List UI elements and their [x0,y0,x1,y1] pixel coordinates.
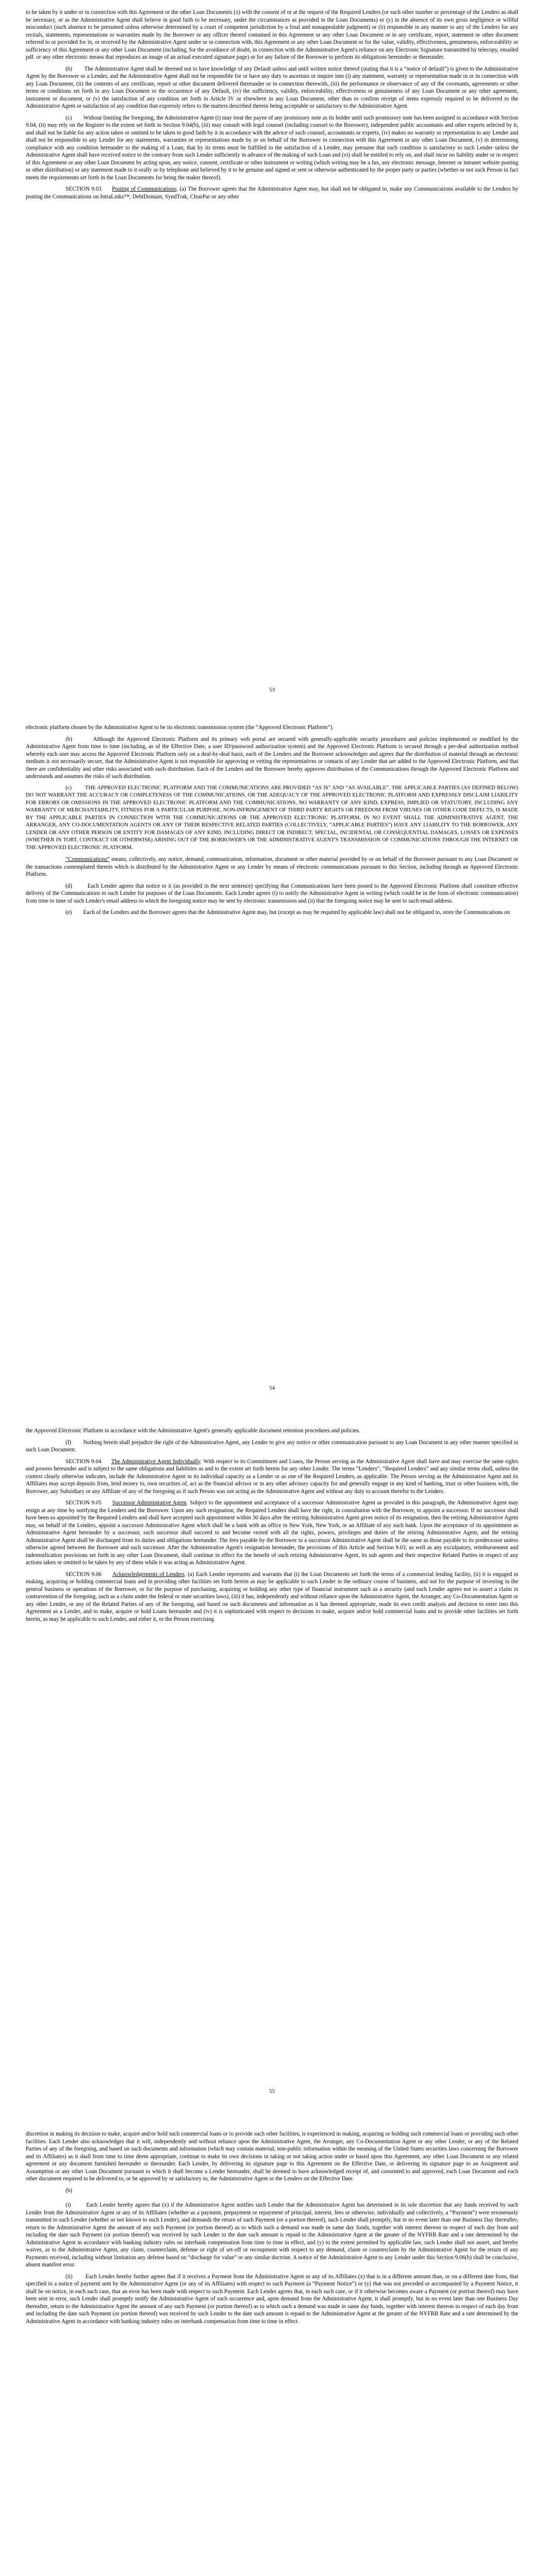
paragraph-e: (e) Each of the Lenders and the Borrower agrees that the Administrative Agent may, but (except as may be required by applicable law) shall not be obligated to, store the Communications on [65,909,510,916]
page-body [26,9,518,205]
defined-term: “Communications” [65,856,110,862]
section-title: Posting of Communications [112,186,177,192]
page-body [26,1427,518,1627]
document-page-55 [0,1406,544,2110]
document-page-56 [0,2110,544,2576]
page-number: 53 [269,687,275,693]
communications-definition [26,856,518,878]
definition-text: means, collectively, any notice, demand, communication, information, document or other material provided by or on behalf of the Borrower pursuant to any Loan Document or the transactions contemplated therein which is distributed by the Administrative Agent or any Lender by means of electronic communications pursuant to this Section, including through an Approved Electronic Platform. [26,856,518,877]
document-page-53 [0,0,544,703]
paragraph-c: (c) Without limiting the foregoing, the Administrative Agent (i) may treat the payee of any promissory note as its holder until such promissory note has been assigned in accordance with Section 9.04, (ii) may rely on the Register to the extent set forth in Section 9.04(b), (iii) may consult with legal counsel (including counsel to the Borrower), independent public accountants and other experts selected by it, and shall not be liable for any action taken or omitted to be taken in good faith by it in accordance with the advice of such counsel, accountants or experts, (iv) makes no warranty or representation to any Lender and shall not be responsible to any Lender for any statements, warranties or representations made by or on behalf of the Borrower in connection with this Agreement or any other Loan Document, (v) in determining compliance with any condition hereunder to the making of a Loan, that by its terms must be fulfilled to the satisfaction of a Lender, may presume that such condition is satisfactory to such Lender unless the Administrative Agent shall have received notice to the contrary from such Lender sufficiently in advance of the making of such Loan and (vi) shall be entitled to rely on, and shall incur no liability under or in respect of this Agreement or any other Loan Document by acting upon, any notice, consent, certificate or other instrument or writing (which writing may be a fax, any electronic message, Internet or intranet website posting or other distribution) or any statement made to it orally or by telephone and believed by it to be genuine and signed or sent or otherwise authenticated by the proper party or parties (whether or not such Person in fact meets the requirements set forth in the Loan Documents for being the maker thereof). [26,114,518,181]
section-number: SECTION 9.04 [65,1458,102,1465]
page-body [26,724,518,921]
page-number: 54 [269,1385,275,1391]
page-body [26,2130,518,2329]
paragraph-b-label: (b) [65,2187,72,2194]
paragraph-b: (b) The Administrative Agent shall be deemed not to have knowledge of any Default unless and until written notice thereof (stating that it is a “notice of default”) is given to the Administrative Agent by the Borrower or a Lender, and the Administrative Agent shall not be responsible for or have any duty to ascertain or inquire into (i) any statement, warranty or representation made in or in connection with any Loan Document, (ii) the contents of any certificate, report or other document delivered thereunder or in connection therewith, (iii) the performance or observance of any of the covenants, agreements or other terms or conditions set forth in any Loan Document or the occurrence of any Default, (iv) the sufficiency, validity, enforceability, effectiveness or genuineness of any Loan Document or any other agreement, instrument or document, or (v) the satisfaction of any condition set forth in Article IV or elsewhere in any Loan Document, other than to confirm receipt of items expressly required to be delivered to the Administrative Agent or satisfaction of any condition that expressly refers to the matters described therein being acceptable or satisfactory to the Administrative Agent. [26,65,518,109]
paragraph-continued: to be taken by it under or in connection with this Agreement or the other Loan Documents (x) with the consent of or at the request of the Required Lenders (or such other number or percentage of the Lenders as shall be necessary, or as the Administrative Agent shall believe in good faith to be necessary, under the circumstances as provided in the Loan Documents) or (y) in the absence of its own gross negligence or willful misconduct (such absence to be presumed unless otherwise determined by a court of competent jurisdiction by a final and nonappealable judgment) or (ii) responsible in any manner to any of the Lenders for any recitals, statements, representations or warranties made by the Borrower or any officer thereof contained in this Agreement or any other Loan Document or in any certificate, report, statement or other document referred to or provided for in, or received by the Administrative Agent under or in connection with, this Agreement or any other Loan Document or for the value, validity, effectiveness, genuineness, enforceability or sufficiency of this Agreement or any other Loan Document (including, for the avoidance of doubt, in connection with the Administrative Agent's reliance on any Electronic Signature transmitted by telecopy, emailed pdf. or any other electronic means that reproduces an image of an actual executed signature page) or for any failure of the Borrower to perform its obligations hereunder or thereunder. [26,9,518,60]
section-9-03 [26,185,518,200]
paragraph-f: (f) Nothing herein shall prejudice the right of the Administrative Agent, any Lender to give any notice or other communication pursuant to any Loan Document in any other manner specified in such Loan Document. [26,1439,518,1453]
section-number: SECTION 9.05 [65,1500,102,1506]
section-body: . Subject to the appointment and acceptance of a successor Administrative Agent as provided in this paragraph, the Administrative Agent may resign at any time by notifying the Lenders and the Borrower. Upon any such resignation, the Required Lenders shall have the right, in consultation with the Borrower, to appoint a successor. If no successor shall have been so appointed by the Required Lenders and shall have accepted such appointment within 30 days after the retiring Administrative Agent gives notice of its resignation, then the retiring Administrative Agent may, on behalf of the Lenders, appoint a successor Administrative Agent which shall be a bank with an office in New York, New York, or an Affiliate of any such bank. Upon the acceptance of its appointment as Administrative Agent hereunder by a successor, such successor shall succeed to and become vested with all the rights, powers, privileges and duties of the retiring Administrative Agent, and the retiring Administrative Agent shall be discharged from its duties and obligations hereunder. The fees payable by the Borrower to a successor Administrative Agent shall be the same as those payable to its predecessor unless otherwise agreed between the Borrower and such successor. After the Administrative Agent's resignation hereunder, the provisions of this Article and Section 9.03, as well as any exculpatory, reimbursement and indemnification provisions set forth in any other Loan Document, shall continue in effect for the benefit of such retiring Administrative Agent, its sub agents and their respective Related Parties in respect of any actions taken or omitted to be taken by any of them while it was acting as Administrative Agent. [26,1500,519,1566]
section-number: SECTION 9.06 [65,1571,102,1578]
paragraph-continued: electronic platform chosen by the Administrative Agent to be its electronic transmission system (the “Approved Electronic Platform”). [26,724,334,731]
paragraph-b: (b) Although the Approved Electronic Platform and its primary web portal are secured with generally-applicable security procedures and policies implemented or modified by the Administrative Agent from time to time (including, as of the Effective Date, a user ID/password authorization system) and the Approved Electronic Platform is secured through a per-deal authorization method whereby each user may access the Approved Electronic Platform only on a deal-by-deal basis, each of the Lenders and the Borrower acknowledges and agrees that the distribution of material through an electronic medium is not necessarily secure, that the Administrative Agent is not responsible for approving or vetting the representatives or contacts of any Lender that are added to the Approved Electronic Platform, and that there are confidentiality and other risks associated with such distribution. Each of the Lenders and the Borrower hereby approves distribution of the Communications through the Approved Electronic Platform and understands and assumes the risks of such distribution. [26,736,518,779]
section-title: Acknowledgements of Lenders [112,1571,185,1578]
paragraph-c-disclaimer: (c) THE APPROVED ELECTRONIC PLATFORM AND THE COMMUNICATIONS ARE PROVIDED “AS IS” AND “AS AVAILABLE”. THE APPLICABLE PARTIES (AS DEFINED BELOW) DO NOT WARRANT THE ACCURACY OR COMPLETENESS OF THE COMMUNICATIONS, OR THE ADEQUACY OF THE APPROVED ELECTRONIC PLATFORM AND EXPRESSLY DISCLAIM LIABILITY FOR ERRORS OR OMISSIONS IN THE APPROVED ELECTRONIC PLATFORM AND THE COMMUNICATIONS. NO WARRANTY OF ANY KIND, EXPRESS, IMPLIED OR STATUTORY, INCLUDING ANY WARRANTY OF MERCHANTABILITY, FITNESS FOR A PARTICULAR PURPOSE, NON-INFRINGEMENT OF THIRD PARTY RIGHTS OR FREEDOM FROM VIRUSES OR OTHER CODE DEFECTS, IS MADE BY THE APPLICABLE PARTIES IN CONNECTION WITH THE COMMUNICATIONS OR THE APPROVED ELECTRONIC PLATFORM. IN NO EVENT SHALL THE ADMINISTRATIVE AGENT, THE ARRANGER, ANY CO-DOCUMENTATION AGENTS OR ANY OF THEIR RESPECTIVE RELATED PARTIES (COLLECTIVELY, “APPLICABLE PARTIES”) HAVE ANY LIABILITY TO THE BORROWER, ANY LENDER OR ANY OTHER PERSON OR ENTITY FOR DAMAGES OF ANY KIND, INCLUDING DIRECT OR INDIRECT, SPECIAL, INCIDENTAL OR CONSEQUENTIAL DAMAGES, LOSSES OR EXPENSES (WHETHER IN TORT, CONTRACT OR OTHERWISE) ARISING OUT OF THE BORROWER'S OR THE ADMINISTRATIVE AGENT'S TRANSMISSION OF COMMUNICATIONS THROUGH THE INTERNET OR THE APPROVED ELECTRONIC PLATFORM. [26,785,518,851]
page-number: 55 [269,2088,275,2094]
section-9-04 [26,1458,518,1496]
section-body: . With respect to its Commitment and Loans, the Person serving as the Administrative Agent shall have and may exercise the same rights and powers hereunder and is subject to the same obligations and liabilities as and to the extent set forth herein for any other Lender. The terms “Lenders”, “Required Lenders” and any similar terms shall, unless the context clearly otherwise indicates, include the Administrative Agent in its individual capacity as a Lender or as one of the Required Lenders, as applicable. The Person serving as the Administrative Agent and its Affiliates may accept deposits from, lend money to, own securities of, act as the financial advisor or in any other advisory capacity for and generally engage in any kind of banking, trust or other business with, the Borrower, any Subsidiary or any Affiliate of any of the foregoing as if such Person was not acting as the Administrative Agent and without any duty to account therefor to the Lenders. [26,1458,519,1495]
section-title: Successor Administrative Agent [112,1500,187,1506]
paragraph-b-i: (i) Each Lender hereby agrees that (x) if the Administrative Agent notifies such Lender that the Administrative Agent has determined in its sole discretion that any funds received by such Lender from the Administrative Agent or any of its Affiliates (whether as a payment, prepayment or repayment of principal, interest, fees or otherwise; individually and collectively, a “Payment”) were erroneously transmitted to such Lender (whether or not known to such Lender), and demands the return of such Payment (or a portion thereof), such Lender shall promptly, but in no event later than one Business Day thereafter, return to the Administrative Agent the amount of any such Payment (or portion thereof) as to which such a demand was made in same day funds, together with interest thereon in respect of each day from and including the date such Payment (or portion thereof) was received by such Lender to the date such amount is repaid to the Administrative Agent at the greater of the NYFRB Rate and a rate determined by the Administrative Agent in accordance with banking industry rules on interbank compensation from time to time in effect, and (y) to the extent permitted by applicable law, such Lender shall not assert, and hereby waives, as to the Administrative Agent, any claim, counterclaim, defense or right of set-off or recoupment with respect to any demand, claim or counterclaim by the Administrative Agent for the return of any Payments received, including without limitation any defense based on “discharge for value” or any similar doctrine. A notice of the Administrative Agent to any Lender under this Section 9.06(b) shall be conclusive, absent manifest error. [26,2202,518,2268]
paragraph-d: (d) Each Lender agrees that notice to it (as provided in the next sentence) specifying that Communications have been posted to the Approved Electronic Platform shall constitute effective delivery of the Communications to such Lender for purposes of the Loan Documents. Each Lender agrees (i) to notify the Administrative Agent in writing (which could be in the form of electronic communication) from time to time of such Lender's email address to which the foregoing notice may be sent by electronic transmission and (ii) that the foregoing notice may be sent to such email address. [26,883,518,904]
section-body: . (a) The Borrower agrees that the Administrative Agent may, but shall not be obligated to, make any Communications available to the Lenders by posting the Communications on IntraLinks™, DebtDomain, SyndTrak, ClearPar or any other [26,186,519,200]
paragraph-continued: discretion in making its decision to make, acquire and/or hold such commercial loans or to provide such other facilities, is experienced in making, acquiring or holding such commercial loans or providing such other facilities. Each Lender also acknowledges that it will, independently and without reliance upon the Administrative Agent, the Arranger, any Co-Documentation Agent or any other Lender, or any of the Related Parties of any of the foregoing, and based on such documents and information (which may contain material, non-public information within the meaning of the United States securities laws concerning the Borrower and its Affiliates) as it shall from time to time deem appropriate, continue to make its own decisions in taking or not taking action under or based upon this Agreement, any other Loan Document or any related agreement or any document furnished hereunder or thereunder. Each Lender, by delivering its signature page to this Agreement on the Effective Date, or delivering its signature page to an Assignment and Assumption or any other Loan Document pursuant to which it shall become a Lender hereunder, shall be deemed to have acknowledged receipt of, and consented to and approved, each Loan Document and each other document required to be delivered to, or be approved by or satisfactory to, the Administrative Agent or the Lenders on the Effective Date. [26,2131,518,2182]
section-9-05 [26,1499,518,1567]
document-page-54 [0,703,544,1406]
section-9-06 [26,1571,518,1623]
paragraph-continued: the Approved Electronic Platform in accordance with the Administrative Agent's generally applicable document retention procedures and policies. [26,1428,360,1434]
section-number: SECTION 9.03 [65,186,102,192]
section-title: The Administrative Agent Individually [111,1458,201,1465]
paragraph-b-ii: (ii) Each Lender hereby further agrees that if it receives a Payment from the Administrative Agent or any of its Affiliates (x) that is in a different amount than, or on a different date from, that specified in a notice of payment sent by the Administrative Agent (or any of its Affiliates) with respect to such Payment (a “Payment Notice”) or (y) that was not preceded or accompanied by a Payment Notice, it shall be on notice, in each such case, that an error has been made with respect to such Payment. Each Lender agrees that, in each such case, or if it otherwise becomes aware a Payment (or portion thereof) may have been sent in error, such Lender shall promptly notify the Administrative Agent of such occurrence and, upon demand from the Administrative Agent, it shall promptly, but in no event later than one Business Day thereafter, return to the Administrative Agent the amount of any such Payment (or portion thereof) as to which such a demand was made in same day funds, together with interest thereon in respect of each day from and including the date such Payment (or portion thereof) was received by such Lender to the date such amount is repaid to the Administrative Agent at the greater of the NYFRB Rate and a rate determined by the Administrative Agent in accordance with banking industry rules on interbank compensation from time to time in effect. [26,2273,518,2325]
section-body: . (a) Each Lender represents and warrants that (i) the Loan Documents set forth the terms of a commercial lending facility, (ii) it is engaged in making, acquiring or holding commercial loans and in providing other facilities set forth herein as may be applicable to such Lender in the ordinary course of business, and not for the purpose of investing in the general business or operations of the Borrower, or for the purpose of purchasing, acquiring or holding any other type of financial instrument such as a security (and each Lender agrees not to assert a claim in contravention of the foregoing, such as a claim under the federal or state securities laws), (iii) it has, independently and without reliance upon the Administrative Agent, the Arranger, any Co-Documentation Agent or any other Lender, or any of the Related Parties of any of the foregoing, and based on such documents and information as it has deemed appropriate, made its own credit analysis and decision to enter into this Agreement as a Lender, and to make, acquire or hold Loans hereunder and (iv) it is sophisticated with respect to decisions to make, acquire and/or hold commercial loans and to provide other facilities set forth herein, as may be applicable to such Lender, and either it, or the Person exercising [26,1571,519,1622]
